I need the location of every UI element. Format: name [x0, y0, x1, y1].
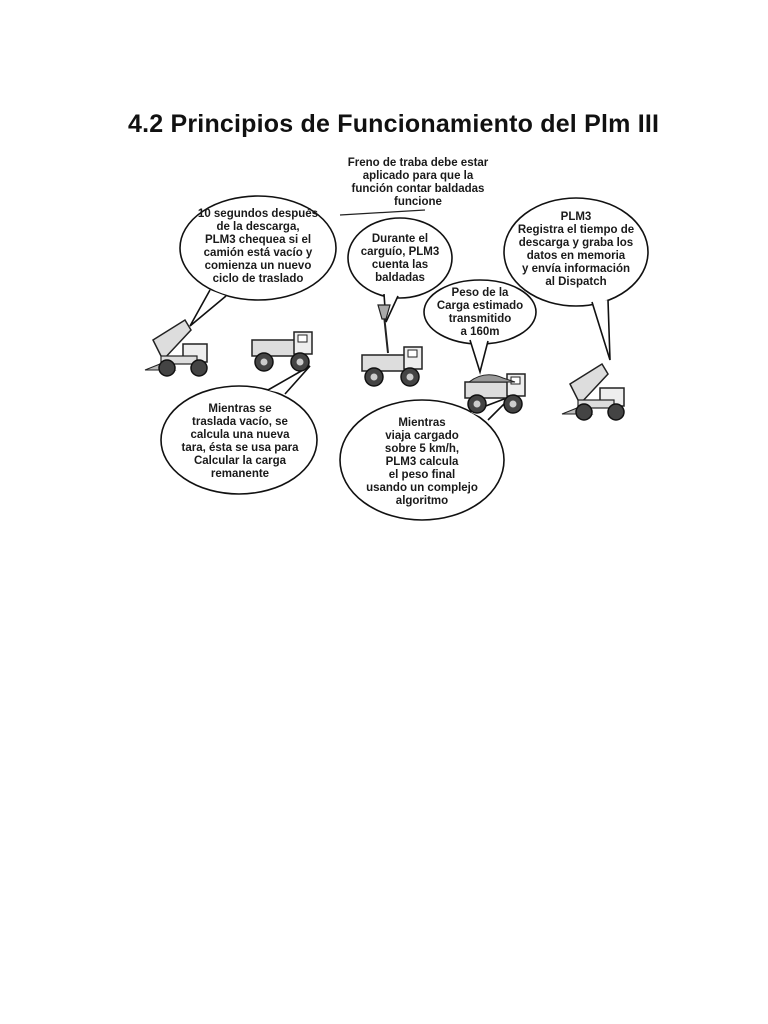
top-note-pointer [340, 210, 425, 215]
bubble-line: Durante el [371, 233, 429, 245]
bubble-estimated-text [430, 287, 530, 339]
bubble-line: carguío, PLM3 [360, 246, 440, 258]
bubble-line: a 160m [460, 326, 500, 338]
bubble-line: traslada vacío, se [192, 416, 288, 428]
bubble-dispatch-text [506, 211, 646, 289]
top-note-line: función contar baldadas [351, 183, 485, 195]
bubble-line: PLM3 calcula [385, 456, 459, 468]
truck-loading-illustration [362, 305, 422, 386]
page-title: 4.2 Principios de Funcionamiento del Plm III [128, 110, 660, 138]
top-note-line: funcione [394, 196, 442, 208]
bubble-line: sobre 5 km/h, [384, 443, 460, 455]
bubble-line: Registra el tiempo de [517, 224, 635, 236]
bubble-line: Peso de la [451, 287, 509, 299]
bubble-loading-text [358, 233, 442, 285]
bubble-line: 10 segundos después [197, 208, 319, 220]
bubble-line: transmitido [448, 313, 512, 325]
bubble-line: Mientras [398, 417, 446, 429]
bubble-line: comienza un nuevo [204, 260, 312, 272]
bubble-line: el peso final [388, 469, 456, 481]
bubble-empty-check-text [188, 208, 328, 286]
bubble-line: Mientras se [208, 403, 272, 415]
truck-dumping-left-illustration [145, 320, 207, 376]
bubble-line: descarga y graba los [518, 237, 634, 249]
bubble-line: tara, ésta se usa para [181, 442, 299, 454]
bubble-empty-check-tail [190, 290, 226, 326]
bubble-estimated-tail [470, 340, 488, 372]
truck-dumping-right-illustration [562, 364, 624, 420]
bubble-line: cuenta las [371, 259, 429, 271]
bubble-line: de la descarga, [216, 221, 300, 233]
bubble-line: y envía información [521, 263, 630, 275]
bubble-line: usando un complejo [366, 482, 478, 494]
top-note-line: aplicado para que la [362, 170, 474, 182]
bubble-line: calcula una nueva [190, 429, 290, 441]
top-note [318, 157, 518, 209]
bubble-line: remanente [210, 468, 270, 480]
top-note-line: Freno de traba debe estar [347, 157, 489, 169]
bubble-line: PLM3 [560, 211, 592, 223]
bubble-dispatch-tail [592, 300, 610, 360]
bubble-line: ciclo de traslado [212, 273, 304, 285]
bubble-line: Carga estimado [436, 300, 524, 312]
bubble-line: viaja cargado [385, 430, 459, 442]
bubble-line: camión está vacío y [203, 247, 313, 259]
bubble-line: PLM3 chequea si el [204, 234, 312, 246]
bubble-line: algoritmo [395, 495, 449, 507]
truck-empty-illustration [252, 332, 312, 371]
bubble-line: baldadas [375, 272, 425, 284]
bubble-final-weight-text [345, 417, 499, 508]
bubble-line: al Dispatch [545, 276, 607, 288]
bubble-line: datos en memoria [526, 250, 626, 262]
bubble-tare-text [165, 403, 315, 481]
bubble-line: Calcular la carga [193, 455, 287, 467]
